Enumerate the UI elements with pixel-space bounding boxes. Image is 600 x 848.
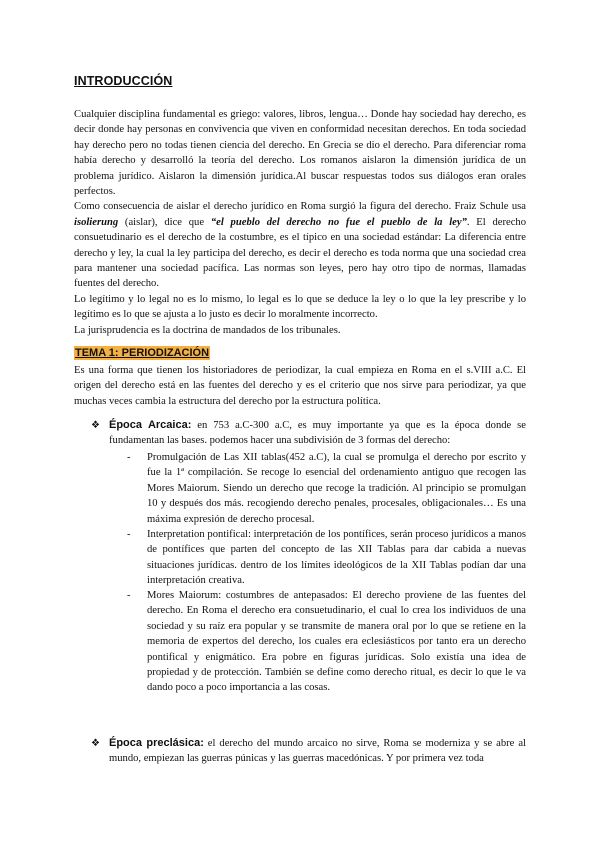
page-title: INTRODUCCIÓN xyxy=(74,74,173,88)
epoca-arcaica-label: Época Arcaica: xyxy=(109,419,192,431)
epoca-arcaica-body xyxy=(109,418,526,449)
tema-1-heading: TEMA 1: PERIODIZACIÓN xyxy=(75,347,210,359)
arcaica-subitem-interpretation xyxy=(127,527,526,589)
epoca-preclasica-item xyxy=(91,736,526,767)
diamond-bullet-icon: ❖ xyxy=(91,420,100,431)
epoca-preclasica-text: el derecho del mundo arcaico no sirve, Roma se moderniza y se abre al mundo, empiezan las guerras púnicas y las guerras macedónicas. Y por primera vez toda xyxy=(109,738,526,765)
intro-paragraph-4: La jurisprudencia es la doctrina de mandados de los tribunales. xyxy=(74,324,341,336)
intro-paragraph-2-end: . El derecho consuetudinario es el derecho de la costumbre, es el típico en una sociedad estándar: La diferencia entre derecho y ley, la cual la ley participa del derecho, es decir el derecho es toda norma que una sociedad crea para mantener una sociedad pacífica. Las normas son leyes, pero hay otro tipo de normas, llamadas fuentes del derecho. xyxy=(74,216,527,290)
isolierung-term: isolierung xyxy=(74,216,119,228)
dash-bullet-icon: - xyxy=(127,529,131,540)
epoca-preclasica-body xyxy=(109,736,526,767)
dash-bullet-icon: - xyxy=(127,452,131,463)
intro-paragraph-3: Lo legítimo y lo legal no es lo mismo, lo legal es lo que se deduce la ley o lo que la ley prescribe y lo legítimo es lo que se ajusta a lo justo es decir lo moralmente incorrecto. xyxy=(74,293,526,321)
epoca-preclasica-label: Época preclásica: xyxy=(109,737,204,749)
diamond-bullet-icon: ❖ xyxy=(91,738,100,749)
tema-1-text: Es una forma que tienen los historiadores de periodizar, la cual empieza en Roma en el s.VIII a.C. El origen del derecho está en las fuentes del derecho y es el criterio que nos sirve para periodizar, ya que muchas veces cambia la estructura del derecho por la estructura política. xyxy=(74,365,526,407)
intro-paragraph-2 xyxy=(74,199,526,291)
intro-paragraph-2-mid: (aislar), dice que xyxy=(118,216,211,228)
arcaica-subitem-mores-maiorum xyxy=(127,588,526,696)
intro-paragraph-2-start: Como consecuencia de aislar el derecho jurídico en Roma surgió la figura del derecho. Fraiz Schule usa xyxy=(74,201,526,213)
arcaica-subitem-xii-tablas xyxy=(127,450,526,527)
dash-bullet-icon: - xyxy=(127,590,131,601)
schulz-quote: “el pueblo del derecho no fue el pueblo de la ley” xyxy=(210,216,467,228)
subitem-text: Interpretation pontifical: interpretación de los pontífices, serán proceso jurídicos a manos de pontífices que parten del concepto de las XII Tablas para dar cabida a nuevas situaciones jurídicas. dentro de los límites ideológicos de la XII Tablas podían dar una interpretación creativa. xyxy=(147,529,526,587)
intro-paragraph-1: Cualquier disciplina fundamental es griego: valores, libros, lengua… Donde hay sociedad hay derecho, es decir donde hay personas en convivencia que viven en conformidad necesitan derechos. En toda sociedad hay derecho pero no todas tienen ciencia del derecho. En Grecia se dio el derecho. Para diferenciar roma había derecho y desarrolló la teoría del derecho. Los romanos aislaron la dimensión jurídica de un problema jurídico. Aislaron la dimensión jurídica.Al buscar respuestas todos sus diálogos eran orales perfectos. xyxy=(74,109,526,198)
subitem-text: Mores Maiorum: costumbres de antepasados: El derecho proviene de las fuentes del derecho. En Roma el derecho era consuetudinario, el cual lo crea los individuos de una sociedad y su raíz era popular y se transmite de manera oral por lo que se retiene en la memoria de expertos del derecho, los cuales era eclesiásticos por tanto era un derecho pontifical y enigmático. Era pobre en figuras jurídicas. Solo existía una idea de propiedad y de protección. También se define como derecho ritual, es decir lo que le va dando poco a poco importancia a las cosas. xyxy=(147,590,526,694)
epoca-arcaica-text: en 753 a.C-300 a.C, es muy importante ya que es la época donde se fundamentan las bases. podemos hacer una subdivisión de 3 formas del derecho: xyxy=(109,420,526,447)
tema-1-paragraph xyxy=(74,363,526,409)
subitem-text: Promulgación de Las XII tablas(452 a.C), la cual se promulga el derecho por escrito y fue la 1ª compilación. Se recoge lo esencial del ordenamiento antiguo que recogen las Mores Maiorum. Siendo un derecho que recoge la tradición. Al principio se promulgan 10 y después dos más. recogiendo derecho penales, procesales, obligacionales… Es una máxima expresión de derecho procesal. xyxy=(147,452,526,525)
epoca-arcaica-item xyxy=(91,418,526,449)
intro-section xyxy=(74,107,526,338)
